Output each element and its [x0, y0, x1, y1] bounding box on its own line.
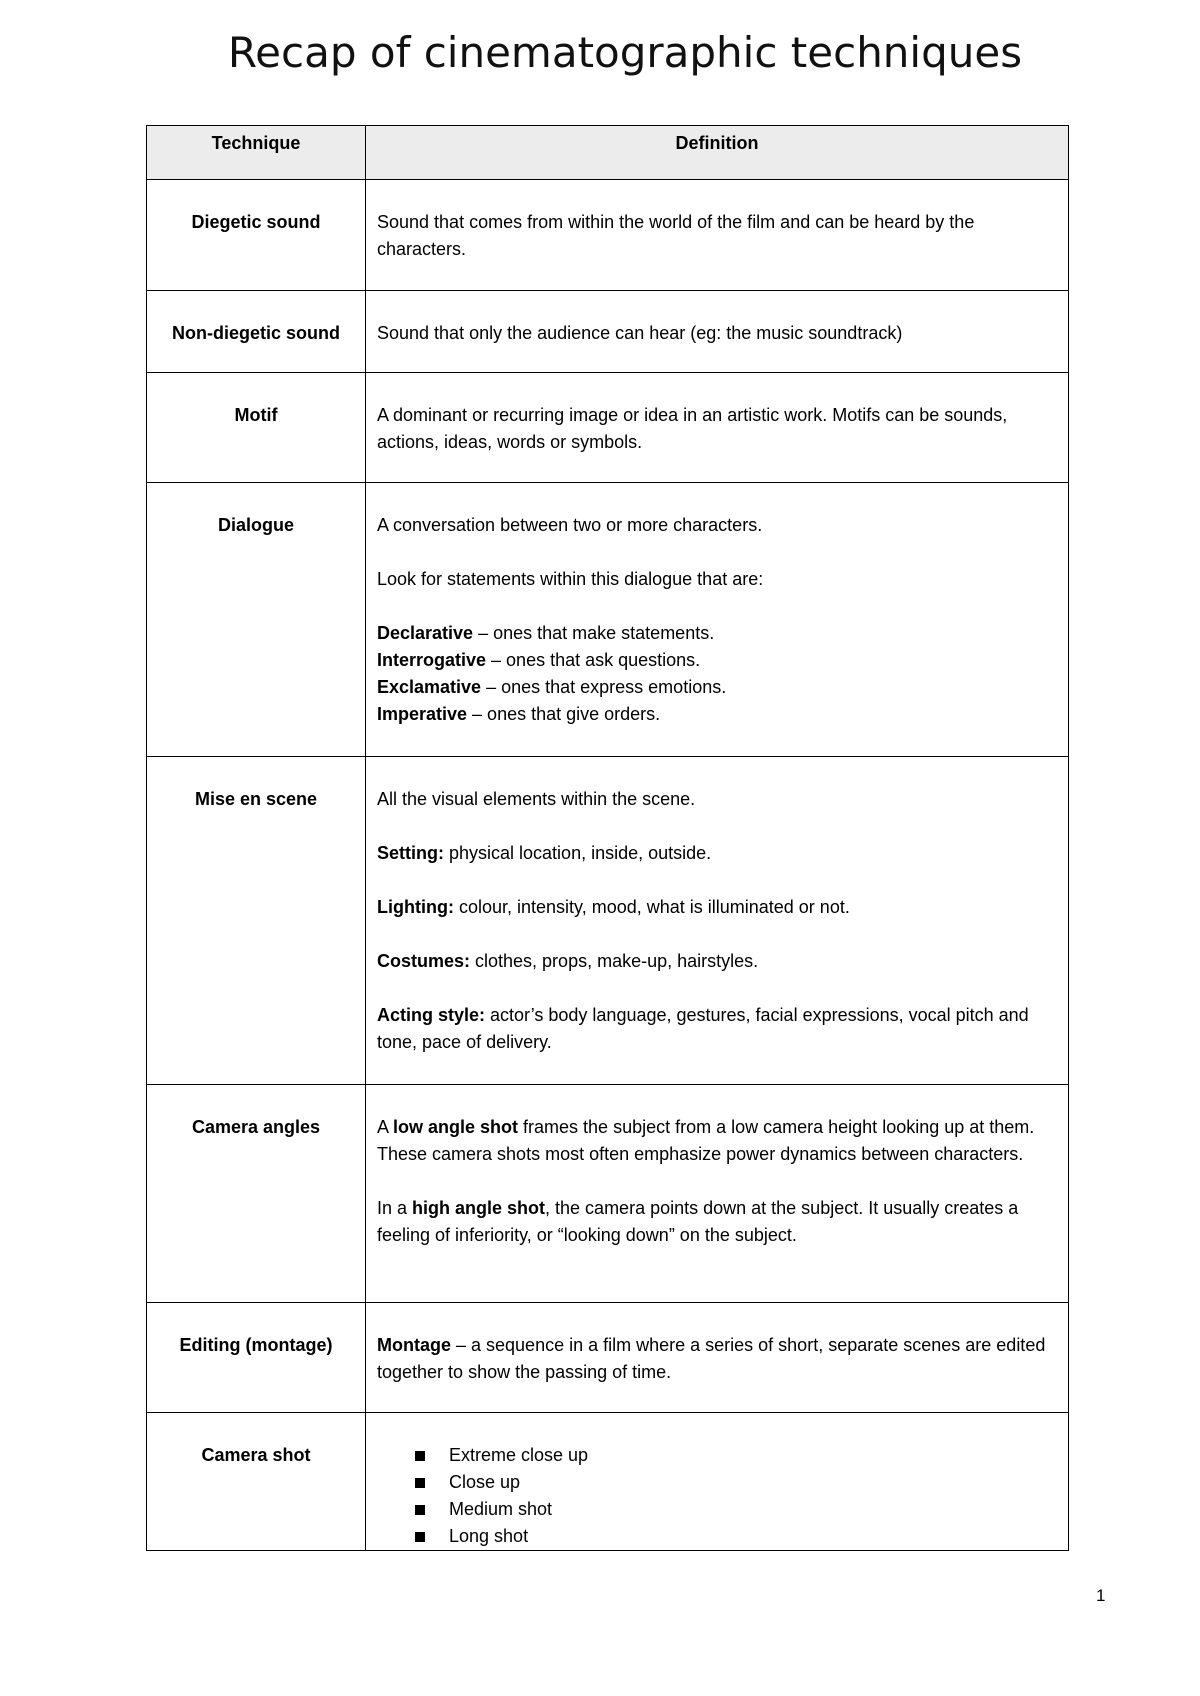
mise-item [377, 948, 1058, 975]
montage-term: Montage [377, 1335, 451, 1355]
statement-type-desc: – ones that make statements. [473, 623, 715, 643]
high-angle-prefix: In a [377, 1198, 413, 1218]
technique-cell: Motif [147, 373, 366, 483]
high-angle-desc: , the camera points down at the subject. It usually creates a feeling of inferiority, or “looking down” on the subject. [377, 1198, 1019, 1245]
table-row [147, 180, 1069, 291]
definition-cell [366, 1303, 1069, 1413]
statement-type-term: Imperative [377, 704, 468, 724]
montage-desc: – a sequence in a film where a series of short, separate scenes are edited together to show the passing of time. [377, 1335, 1046, 1382]
statement-type-term: Exclamative [377, 677, 482, 697]
technique-cell: Diegetic sound [147, 180, 366, 291]
statement-type [377, 674, 1058, 701]
mise-item-desc: clothes, props, make-up, hairstyles. [470, 951, 759, 971]
table-row [147, 483, 1069, 757]
mise-item-term: Lighting: [377, 897, 454, 917]
techniques-table [146, 125, 1069, 1551]
mise-item-desc: colour, intensity, mood, what is illuminated or not. [453, 897, 850, 917]
mise-item [377, 894, 1058, 921]
statement-type [377, 620, 1058, 647]
technique-cell: Dialogue [147, 483, 366, 757]
statement-type-term: Declarative [377, 623, 474, 643]
statement-type-desc: – ones that ask questions. [486, 650, 701, 670]
statement-type-desc: – ones that express emotions. [481, 677, 727, 697]
mise-item-term: Acting style: [377, 1005, 486, 1025]
table-row [147, 291, 1069, 373]
statement-type [377, 647, 1058, 674]
list-item: Close up [415, 1469, 1058, 1496]
definition-cell [366, 1413, 1069, 1551]
technique-cell: Editing (montage) [147, 1303, 366, 1413]
statement-type [377, 701, 1058, 728]
definition-cell [366, 180, 1069, 291]
technique-cell: Mise en scene [147, 757, 366, 1085]
mise-item [377, 1002, 1058, 1056]
statement-type-desc: – ones that give orders. [467, 704, 661, 724]
low-angle-desc: frames the subject from a low camera height looking up at them. These camera shots most often emphasize power dynamics between characters. [377, 1117, 1035, 1164]
camera-shot-list [377, 1442, 1058, 1550]
low-angle-term: low angle shot [393, 1117, 519, 1137]
table-row [147, 1085, 1069, 1303]
technique-cell: Camera angles [147, 1085, 366, 1303]
definition-cell [366, 373, 1069, 483]
definition-cell [366, 757, 1069, 1085]
definition-text [377, 1195, 1058, 1249]
definition-text: Sound that comes from within the world of the film and can be heard by the characters. [377, 212, 975, 259]
definition-cell [366, 291, 1069, 373]
definition-cell [366, 1085, 1069, 1303]
definition-text: A dominant or recurring image or idea in an artistic work. Motifs can be sounds, actions, ideas, words or symbols. [377, 405, 1008, 452]
table-row [147, 1303, 1069, 1413]
definition-text [377, 1114, 1058, 1168]
technique-cell: Non-diegetic sound [147, 291, 366, 373]
definition-text: A conversation between two or more characters. [377, 515, 763, 535]
technique-cell: Camera shot [147, 1413, 366, 1551]
mise-item-term: Setting: [377, 843, 444, 863]
definition-cell [366, 483, 1069, 757]
table-row [147, 1413, 1069, 1551]
table-header-row [147, 126, 1069, 180]
column-header-definition: Definition [366, 126, 1069, 180]
table-row [147, 373, 1069, 483]
high-angle-term: high angle shot [412, 1198, 546, 1218]
statement-type-term: Interrogative [377, 650, 487, 670]
list-item: Extreme close up [415, 1442, 1058, 1469]
table-row [147, 757, 1069, 1085]
mise-item [377, 840, 1058, 867]
mise-item-desc: physical location, inside, outside. [444, 843, 712, 863]
page-number: 1 [1096, 1586, 1106, 1605]
low-angle-prefix: A [377, 1117, 394, 1137]
definition-text: All the visual elements within the scene. [377, 789, 696, 809]
definition-text: Look for statements within this dialogue that are: [377, 569, 764, 589]
definition-text: Sound that only the audience can hear (eg: the music soundtrack) [377, 323, 903, 343]
mise-item-desc: actor’s body language, gestures, facial expressions, vocal pitch and tone, pace of delivery. [377, 1005, 1029, 1052]
definition-text [377, 1332, 1058, 1386]
list-item: Long shot [415, 1523, 1058, 1550]
page-title: Recap of cinematographic techniques [227, 28, 1023, 77]
mise-item-term: Costumes: [377, 951, 471, 971]
column-header-technique: Technique [147, 126, 366, 180]
list-item: Medium shot [415, 1496, 1058, 1523]
